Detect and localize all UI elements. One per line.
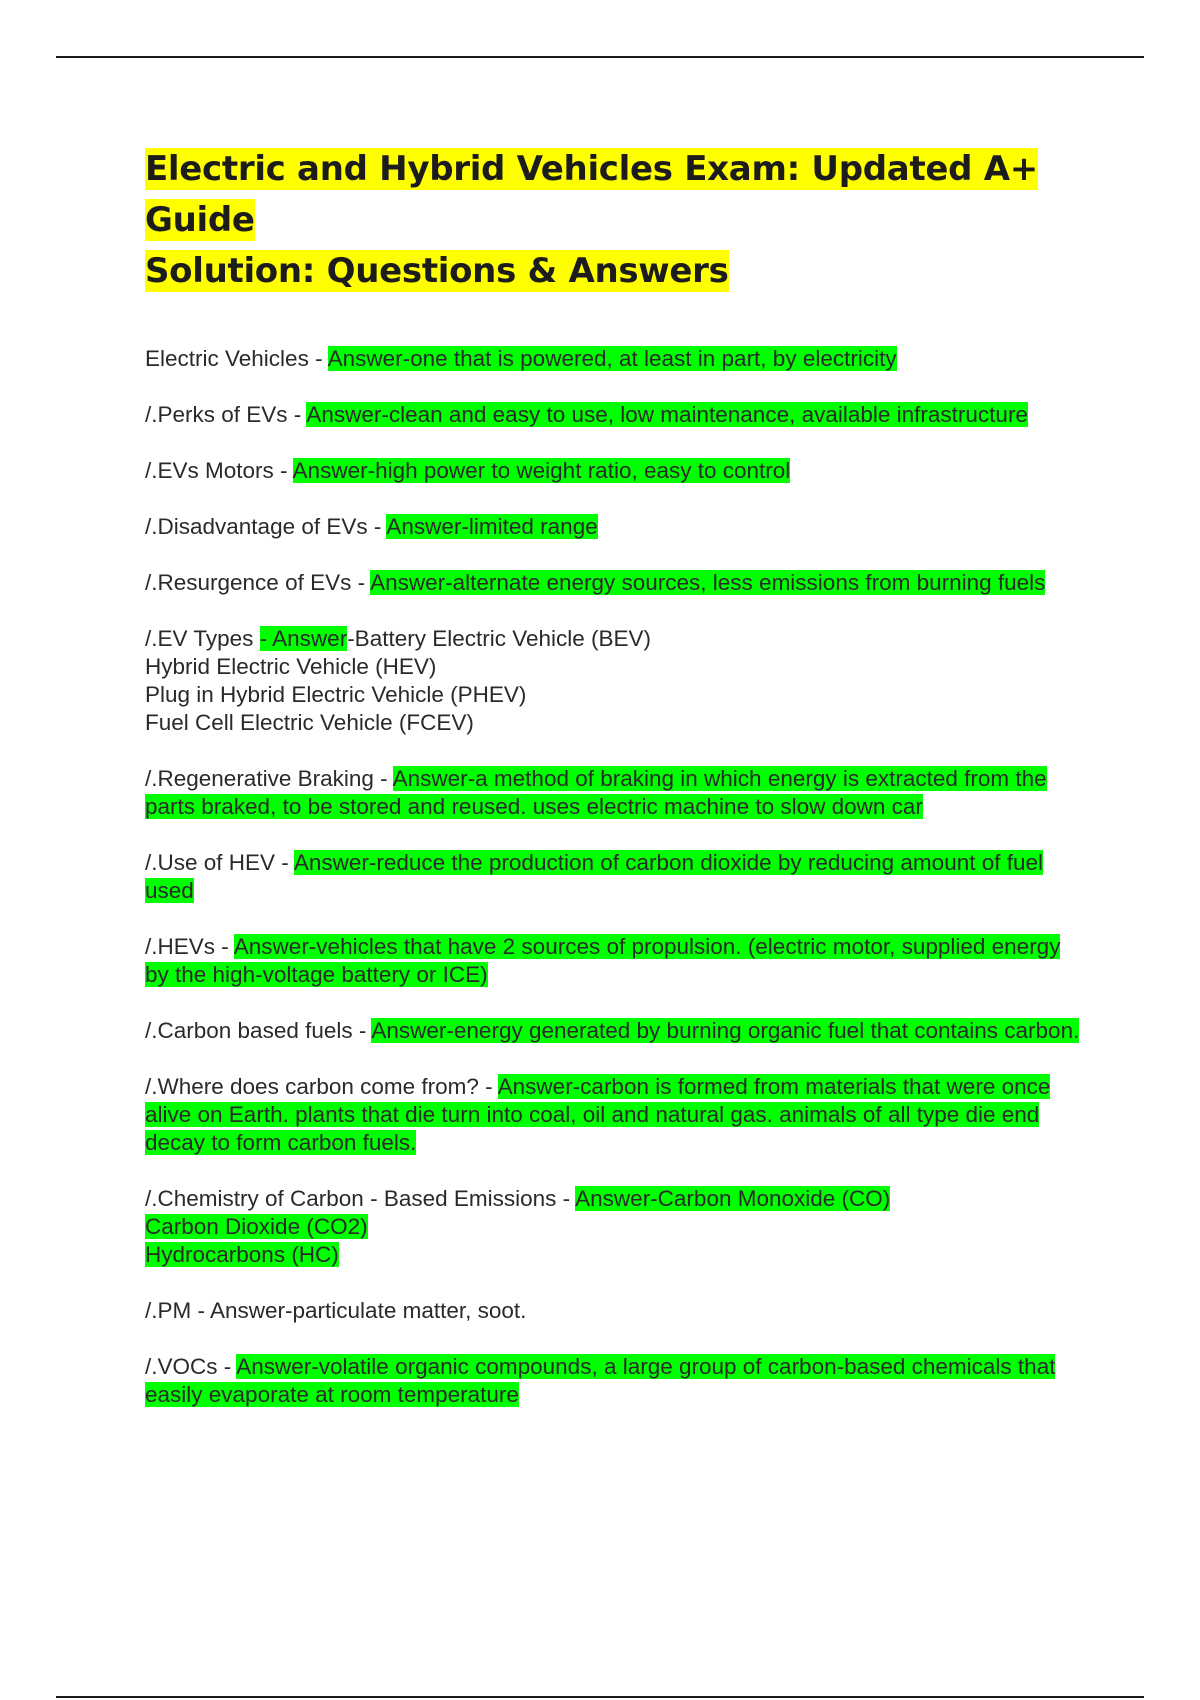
question: /.Regenerative Braking - <box>145 766 393 791</box>
document-title <box>145 144 1085 297</box>
qa-item-where-does-carbon-come-from <box>145 1073 1085 1157</box>
qa-item-chemistry-of-carbon <box>145 1185 1085 1269</box>
qa-item-pm <box>145 1297 1085 1325</box>
qa-item-perks-of-evs <box>145 401 1085 429</box>
question: /.EVs Motors - <box>145 458 293 483</box>
qa-item-regenerative-braking <box>145 765 1085 821</box>
answer: Answer-volatile organic compounds, a large group of carbon-based chemicals that easily evaporate at room temperature <box>145 1354 1056 1407</box>
question: /.HEVs - <box>145 934 234 959</box>
answer: Answer-carbon is formed from materials that were once alive on Earth. plants that die turn into coal, oil and natural gas. animals of all type die end decay to form carbon fuels. <box>145 1074 1051 1155</box>
answer: Answer-high power to weight ratio, easy to control <box>292 458 791 483</box>
top-rule <box>56 56 1144 58</box>
answer: Answer-vehicles that have 2 sources of propulsion. (electric motor, supplied energy by the high-voltage battery or ICE) <box>145 934 1061 987</box>
document-body <box>145 144 1085 1437</box>
qa-item-use-of-hev <box>145 849 1085 905</box>
question: /.Where does carbon come from? - <box>145 1074 498 1099</box>
answer-continuation: -Battery Electric Vehicle (BEV) Hybrid Electric Vehicle (HEV) Plug in Hybrid Electric Vehicle (PHEV) Fuel Cell Electric Vehicle (FCEV) <box>145 626 652 735</box>
question: /.Use of HEV - <box>145 850 294 875</box>
title-line-1: Electric and Hybrid Vehicles Exam: Updated A+ Guide <box>145 149 1038 240</box>
answer: Answer-reduce the production of carbon dioxide by reducing amount of fuel used <box>145 850 1044 903</box>
qa-item-electric-vehicles <box>145 345 1085 373</box>
bottom-rule <box>56 1696 1144 1698</box>
answer: Answer-energy generated by burning organic fuel that contains carbon. <box>371 1018 1080 1043</box>
qa-item-resurgence-of-evs <box>145 569 1085 597</box>
question: /.Resurgence of EVs - <box>145 570 371 595</box>
qa-item-carbon-based-fuels <box>145 1017 1085 1045</box>
qa-item-hevs <box>145 933 1085 989</box>
question: /.VOCs - <box>145 1354 237 1379</box>
answer: Answer-Carbon Monoxide (CO) Carbon Dioxide (CO2) Hydrocarbons (HC) <box>145 1186 891 1267</box>
question: /.EV Types <box>145 626 260 651</box>
question-and-answer: /.PM - Answer-particulate matter, soot. <box>145 1298 527 1323</box>
answer: Answer-alternate energy sources, less emissions from burning fuels <box>370 570 1046 595</box>
answer: Answer-a method of braking in which energy is extracted from the parts braked, to be stored and reused. uses electric machine to slow down car <box>145 766 1047 819</box>
answer-highlight: - Answer <box>259 626 348 651</box>
title-line-2: Solution: Questions & Answers <box>145 251 729 291</box>
qa-item-vocs <box>145 1353 1085 1409</box>
qa-item-disadvantage-of-evs <box>145 513 1085 541</box>
answer: Answer-one that is powered, at least in part, by electricity <box>327 346 897 371</box>
answer: Answer-limited range <box>386 514 598 539</box>
question: Electric Vehicles - <box>145 346 328 371</box>
question: /.Disadvantage of EVs - <box>145 514 387 539</box>
answer: Answer-clean and easy to use, low maintenance, available infrastructure <box>306 402 1028 427</box>
qa-item-ev-types <box>145 625 1085 737</box>
qa-item-evs-motors <box>145 457 1085 485</box>
question: /.Carbon based fuels - <box>145 1018 372 1043</box>
question: /.Chemistry of Carbon - Based Emissions - <box>145 1186 576 1211</box>
question: /.Perks of EVs - <box>145 402 307 427</box>
